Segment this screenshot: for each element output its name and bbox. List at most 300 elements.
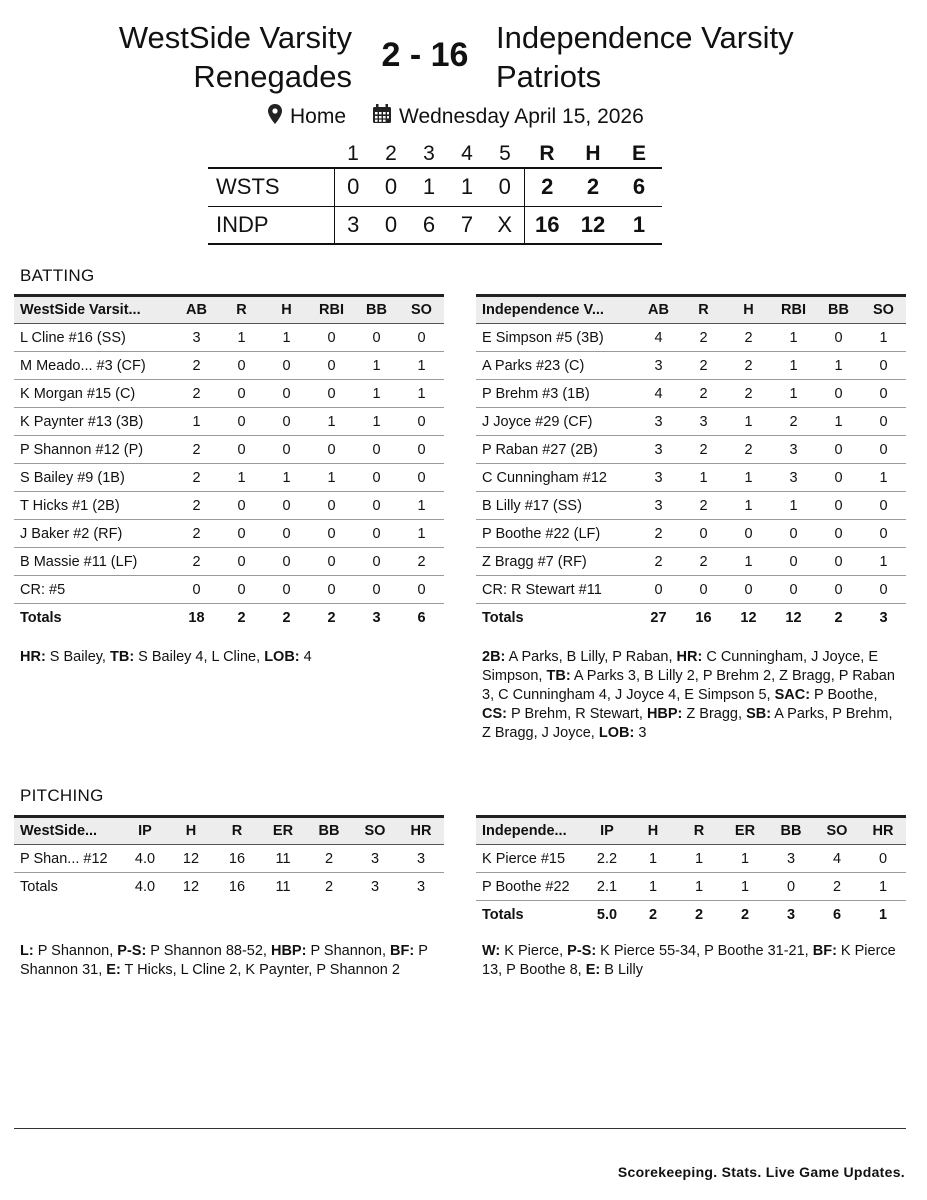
pitching-header-row [476, 817, 906, 845]
note-text: P Boothe, [810, 687, 878, 703]
player-row [476, 548, 906, 576]
linescore-cell: 7 [448, 206, 486, 244]
stat-cell: 3 [771, 464, 816, 492]
totals-row [14, 604, 444, 632]
linescore-runs: 16 [524, 206, 570, 244]
game-location [268, 104, 346, 130]
game-meta [0, 101, 927, 133]
stat-cell: 0 [860, 845, 906, 873]
note-text: A Parks, P Brehm, Z Bragg, J Joyce, [482, 706, 893, 741]
player-row [476, 492, 906, 520]
stat-cell: 4 [636, 380, 681, 408]
game-header [0, 14, 927, 102]
stat-cell: 0 [771, 576, 816, 604]
column-header: SO [861, 296, 906, 324]
linescore-cell: 1 [448, 168, 486, 206]
final-score: 2 - 16 [381, 36, 469, 74]
column-header-team: WestSide Varsit... [14, 296, 174, 324]
player-name: P Shan... #12 [14, 845, 122, 873]
linescore-header-cell: 2 [385, 141, 397, 165]
player-row [476, 352, 906, 380]
player-name: C Cunningham #12 [476, 464, 636, 492]
stat-cell: 0 [636, 576, 681, 604]
stat-cell: 0 [681, 520, 726, 548]
stat-cell: 1 [722, 873, 768, 901]
stat-cell: 0 [219, 436, 264, 464]
totals-cell: 12 [168, 873, 214, 901]
stat-cell: 0 [816, 464, 861, 492]
column-header: IP [122, 817, 168, 845]
away-team-line2: Renegades [193, 59, 352, 94]
stat-cell: 3 [771, 436, 816, 464]
totals-row [14, 873, 444, 901]
batting-header-row [476, 296, 906, 324]
stat-cell: 3 [636, 464, 681, 492]
footer-tagline: Scorekeeping. Stats. Live Game Updates. [617, 1164, 905, 1180]
note-text: S Bailey 4, L Cline, [134, 649, 265, 665]
stat-cell: 0 [264, 380, 309, 408]
stat-cell: 1 [174, 408, 219, 436]
stat-cell: 0 [861, 436, 906, 464]
stat-cell: 0 [399, 464, 444, 492]
linescore-cell: 3 [334, 206, 372, 244]
stat-cell: 1 [676, 873, 722, 901]
stat-cell: 0 [681, 576, 726, 604]
stat-cell: 1 [726, 408, 771, 436]
stat-cell: 2 [681, 380, 726, 408]
stat-cell: 0 [219, 520, 264, 548]
totals-label: Totals [14, 604, 174, 632]
player-row [14, 352, 444, 380]
calendar-icon [372, 104, 392, 130]
note-text: P Brehm, R Stewart, [506, 706, 647, 722]
stat-cell: 1 [354, 408, 399, 436]
stat-cell: 0 [264, 408, 309, 436]
stat-cell: 0 [264, 576, 309, 604]
column-header: R [676, 817, 722, 845]
column-header: BB [768, 817, 814, 845]
player-row [14, 324, 444, 352]
linescore-header-cell: 4 [461, 141, 473, 165]
stat-cell: 4.0 [122, 845, 168, 873]
player-row [476, 464, 906, 492]
stat-cell: 0 [219, 380, 264, 408]
stat-cell: 0 [219, 492, 264, 520]
stat-cell: 3 [636, 408, 681, 436]
linescore-header-cell: E [631, 141, 646, 165]
player-name: M Meado... #3 (CF) [14, 352, 174, 380]
note-text: K Pierce 55-34, P Boothe 31-21, [596, 943, 813, 959]
stat-cell: 1 [771, 352, 816, 380]
stat-cell: 2 [681, 324, 726, 352]
stat-cell: 1 [816, 352, 861, 380]
player-row [14, 436, 444, 464]
totals-cell: 2 [816, 604, 861, 632]
note-label: BF: [390, 943, 415, 959]
batting-notes-away [20, 648, 440, 667]
stat-cell: 1 [860, 873, 906, 901]
player-name: CR: #5 [14, 576, 174, 604]
player-row [476, 324, 906, 352]
stat-cell: 0 [354, 464, 399, 492]
totals-row [476, 604, 906, 632]
note-text: A Parks, B Lilly, P Raban, [505, 649, 677, 665]
totals-cell: 6 [399, 604, 444, 632]
stat-cell: 1 [219, 464, 264, 492]
totals-cell: 3 [354, 604, 399, 632]
note-label: E: [585, 962, 601, 978]
pitching-header-row [14, 817, 444, 845]
player-name: P Brehm #3 (1B) [476, 380, 636, 408]
stat-cell: 0 [861, 380, 906, 408]
note-label: W: [482, 943, 501, 959]
stat-cell: 0 [399, 408, 444, 436]
linescore-hits: 2 [570, 168, 616, 206]
stat-cell: 1 [399, 352, 444, 380]
note-text: C Cunningham, J Joyce, E Simpson, [482, 649, 878, 684]
stat-cell: 0 [264, 520, 309, 548]
player-row [476, 408, 906, 436]
linescore-row [208, 206, 662, 244]
stat-cell: 1 [771, 492, 816, 520]
column-header: RBI [771, 296, 816, 324]
stat-cell: 1 [676, 845, 722, 873]
away-team-name [119, 18, 352, 96]
column-header: H [168, 817, 214, 845]
note-label: P-S: [117, 943, 147, 959]
note-label: HBP: [646, 706, 683, 722]
stat-cell: 0 [264, 548, 309, 576]
linescore-hits: 12 [570, 206, 616, 244]
stat-cell: 2 [726, 352, 771, 380]
note-text: P Shannon, [306, 943, 391, 959]
stat-cell: 0 [399, 436, 444, 464]
note-text: P Shannon, [33, 943, 118, 959]
stat-cell: 0 [816, 576, 861, 604]
stat-cell: 0 [816, 324, 861, 352]
stat-cell: 0 [219, 408, 264, 436]
stat-cell: 4 [636, 324, 681, 352]
stat-cell: 1 [219, 324, 264, 352]
stat-cell: 0 [771, 548, 816, 576]
totals-cell: 12 [726, 604, 771, 632]
player-name: K Paynter #13 (3B) [14, 408, 174, 436]
stat-cell: 1 [354, 380, 399, 408]
column-header: AB [174, 296, 219, 324]
pitching-section-title: PITCHING [20, 786, 104, 805]
game-date [372, 104, 644, 130]
player-name: P Boothe #22 (LF) [476, 520, 636, 548]
column-header: AB [636, 296, 681, 324]
player-name: T Hicks #1 (2B) [14, 492, 174, 520]
stat-cell: 1 [771, 324, 816, 352]
player-row [476, 576, 906, 604]
stat-cell: 1 [264, 464, 309, 492]
stat-cell: 0 [309, 436, 354, 464]
stat-cell: 2 [681, 352, 726, 380]
batting-notes-home [482, 648, 902, 743]
player-row [476, 873, 906, 901]
stat-cell: 0 [309, 576, 354, 604]
stat-cell: 1 [726, 548, 771, 576]
stat-cell: 2 [174, 380, 219, 408]
column-header-team: Independence V... [476, 296, 636, 324]
note-text: K Pierce 13, P Boothe 8, [482, 943, 896, 978]
stat-cell: 0 [264, 352, 309, 380]
stat-cell: 2 [681, 436, 726, 464]
note-label: P-S: [567, 943, 597, 959]
totals-cell: 3 [398, 873, 444, 901]
totals-cell: 16 [214, 873, 260, 901]
stat-cell: 2 [636, 548, 681, 576]
note-label: BF: [812, 943, 837, 959]
stat-cell: 0 [399, 576, 444, 604]
stat-cell: 1 [309, 408, 354, 436]
stat-cell: 4 [814, 845, 860, 873]
stat-cell: 12 [168, 845, 214, 873]
pitching-notes-home [482, 942, 902, 980]
stat-cell: 2 [399, 548, 444, 576]
stat-cell: 0 [726, 520, 771, 548]
stat-cell: 1 [630, 845, 676, 873]
linescore-runs: 2 [524, 168, 570, 206]
note-text: P Shannon 88-52, [146, 943, 271, 959]
column-header: H [264, 296, 309, 324]
stat-cell: 11 [260, 845, 306, 873]
stat-cell: 3 [636, 352, 681, 380]
stat-cell: 2 [726, 380, 771, 408]
batting-header-row [14, 296, 444, 324]
stat-cell: 2 [726, 436, 771, 464]
note-label: LOB: [264, 649, 300, 665]
player-row [476, 380, 906, 408]
stat-cell: 0 [861, 520, 906, 548]
stat-cell: 1 [771, 380, 816, 408]
totals-cell: 4.0 [122, 873, 168, 901]
column-header: SO [399, 296, 444, 324]
totals-cell: 2 [630, 901, 676, 929]
stat-cell: 1 [816, 408, 861, 436]
date-label: Wednesday April 15, 2026 [399, 105, 644, 128]
totals-row [476, 901, 906, 929]
pitching-table-away [14, 815, 444, 901]
stat-cell: 1 [722, 845, 768, 873]
totals-cell: 3 [861, 604, 906, 632]
player-row [14, 492, 444, 520]
stat-cell: 2 [771, 408, 816, 436]
player-row [14, 520, 444, 548]
column-header: HR [860, 817, 906, 845]
note-text: K Pierce, [500, 943, 568, 959]
note-label: TB: [546, 668, 571, 684]
stat-cell: 0 [816, 436, 861, 464]
stat-cell: 2 [814, 873, 860, 901]
batting-section-title: BATTING [20, 266, 95, 285]
stat-cell: 0 [726, 576, 771, 604]
linescore-cell: X [486, 206, 524, 244]
map-pin-icon [268, 104, 282, 130]
linescore-errors: 1 [616, 206, 662, 244]
stat-cell: 1 [861, 324, 906, 352]
player-row [476, 520, 906, 548]
away-team-line1: WestSide Varsity [118, 20, 352, 55]
player-name: J Joyce #29 (CF) [476, 408, 636, 436]
stat-cell: 0 [309, 548, 354, 576]
linescore-cell: 1 [410, 168, 448, 206]
player-name: A Parks #23 (C) [476, 352, 636, 380]
column-header: BB [816, 296, 861, 324]
stat-cell: 0 [219, 352, 264, 380]
player-row [14, 464, 444, 492]
player-name: CR: R Stewart #11 [476, 576, 636, 604]
stat-cell: 0 [309, 492, 354, 520]
stat-cell: 1 [630, 873, 676, 901]
stat-cell: 3 [636, 492, 681, 520]
stat-cell: 2 [174, 492, 219, 520]
column-header: BB [306, 817, 352, 845]
stat-cell: 2.2 [584, 845, 630, 873]
player-name: B Massie #11 (LF) [14, 548, 174, 576]
column-header: R [219, 296, 264, 324]
note-label: HR: [20, 649, 46, 665]
player-name: K Pierce #15 [476, 845, 584, 873]
stat-cell: 1 [399, 492, 444, 520]
note-label: SB: [746, 706, 772, 722]
player-name: J Baker #2 (RF) [14, 520, 174, 548]
footer-divider [14, 1128, 906, 1129]
linescore-cell: 6 [410, 206, 448, 244]
player-name: P Shannon #12 (P) [14, 436, 174, 464]
note-label: HR: [676, 649, 703, 665]
column-header: RBI [309, 296, 354, 324]
totals-cell: 2 [722, 901, 768, 929]
totals-cell: 2 [676, 901, 722, 929]
player-name: E Simpson #5 (3B) [476, 324, 636, 352]
player-name: P Boothe #22 [476, 873, 584, 901]
stat-cell: 1 [726, 464, 771, 492]
column-header: R [681, 296, 726, 324]
stat-cell: 0 [309, 520, 354, 548]
totals-cell: 11 [260, 873, 306, 901]
column-header: SO [814, 817, 860, 845]
totals-cell: 27 [636, 604, 681, 632]
column-header: H [726, 296, 771, 324]
stat-cell: 0 [861, 352, 906, 380]
pitching-table-home [476, 815, 906, 929]
player-name: B Lilly #17 (SS) [476, 492, 636, 520]
stat-cell: 3 [681, 408, 726, 436]
note-label: CS: [482, 706, 507, 722]
stat-cell: 3 [768, 845, 814, 873]
linescore-header-cell: 3 [423, 141, 435, 165]
totals-cell: 2 [264, 604, 309, 632]
linescore-header-cell: R [539, 141, 555, 165]
note-text: B Lilly [600, 962, 643, 978]
batting-table-home [476, 294, 906, 632]
stat-cell: 0 [861, 576, 906, 604]
stat-cell: 1 [399, 520, 444, 548]
column-header: H [630, 817, 676, 845]
linescore-header-cell: 1 [347, 141, 359, 165]
stat-cell: 0 [354, 576, 399, 604]
player-name: L Cline #16 (SS) [14, 324, 174, 352]
totals-label: Totals [14, 873, 122, 901]
stat-cell: 3 [398, 845, 444, 873]
linescore-cell: 0 [334, 168, 372, 206]
column-header: ER [260, 817, 306, 845]
batting-table-away [14, 294, 444, 632]
stat-cell: 0 [264, 436, 309, 464]
stat-cell: 16 [214, 845, 260, 873]
note-label: LOB: [598, 725, 635, 741]
column-header: ER [722, 817, 768, 845]
stat-cell: 0 [354, 492, 399, 520]
stat-cell: 0 [309, 324, 354, 352]
totals-cell: 6 [814, 901, 860, 929]
stat-cell: 0 [816, 548, 861, 576]
note-text: P Shannon 31, [20, 943, 428, 978]
totals-cell: 16 [681, 604, 726, 632]
totals-cell: 3 [768, 901, 814, 929]
note-text: 3 [634, 725, 647, 741]
stat-cell: 1 [354, 352, 399, 380]
note-text: A Parks 3, B Lilly 2, P Brehm 2, Z Bragg, P Raban 3, C Cunningham 4, J Joyce 4, E Simpson 5, [482, 668, 895, 703]
stat-cell: 0 [354, 548, 399, 576]
player-row [14, 380, 444, 408]
stat-cell: 0 [219, 576, 264, 604]
column-header: IP [584, 817, 630, 845]
home-team-line2: Patriots [496, 59, 602, 94]
stat-cell: 2 [174, 548, 219, 576]
note-text: S Bailey, [45, 649, 110, 665]
stat-cell: 0 [861, 492, 906, 520]
totals-cell: 2 [309, 604, 354, 632]
linescore-cell: 0 [486, 168, 524, 206]
stat-cell: 0 [861, 408, 906, 436]
linescore-row [208, 168, 662, 206]
player-name: Z Bragg #7 (RF) [476, 548, 636, 576]
linescore-cell: 0 [372, 168, 410, 206]
player-row [476, 845, 906, 873]
totals-cell: 12 [771, 604, 816, 632]
stat-cell: 0 [816, 380, 861, 408]
stat-cell: 2 [174, 520, 219, 548]
player-row [476, 436, 906, 464]
stat-cell: 0 [399, 324, 444, 352]
stat-cell: 0 [264, 492, 309, 520]
note-text: 4 [299, 649, 312, 665]
stat-cell: 3 [352, 845, 398, 873]
note-label: HBP: [270, 943, 307, 959]
totals-label: Totals [476, 604, 636, 632]
stat-cell: 0 [768, 873, 814, 901]
player-name: P Raban #27 (2B) [476, 436, 636, 464]
stat-cell: 0 [816, 492, 861, 520]
stat-cell: 1 [399, 380, 444, 408]
column-header: HR [398, 817, 444, 845]
stat-cell: 0 [354, 436, 399, 464]
stat-cell: 0 [354, 324, 399, 352]
linescore-table [208, 140, 662, 245]
note-label: 2B: [482, 649, 506, 665]
note-text: Z Bragg, [682, 706, 747, 722]
column-header: BB [354, 296, 399, 324]
stat-cell: 1 [861, 464, 906, 492]
stat-cell: 3 [636, 436, 681, 464]
totals-cell: 3 [352, 873, 398, 901]
stat-cell: 0 [309, 380, 354, 408]
note-label: E: [106, 962, 121, 978]
